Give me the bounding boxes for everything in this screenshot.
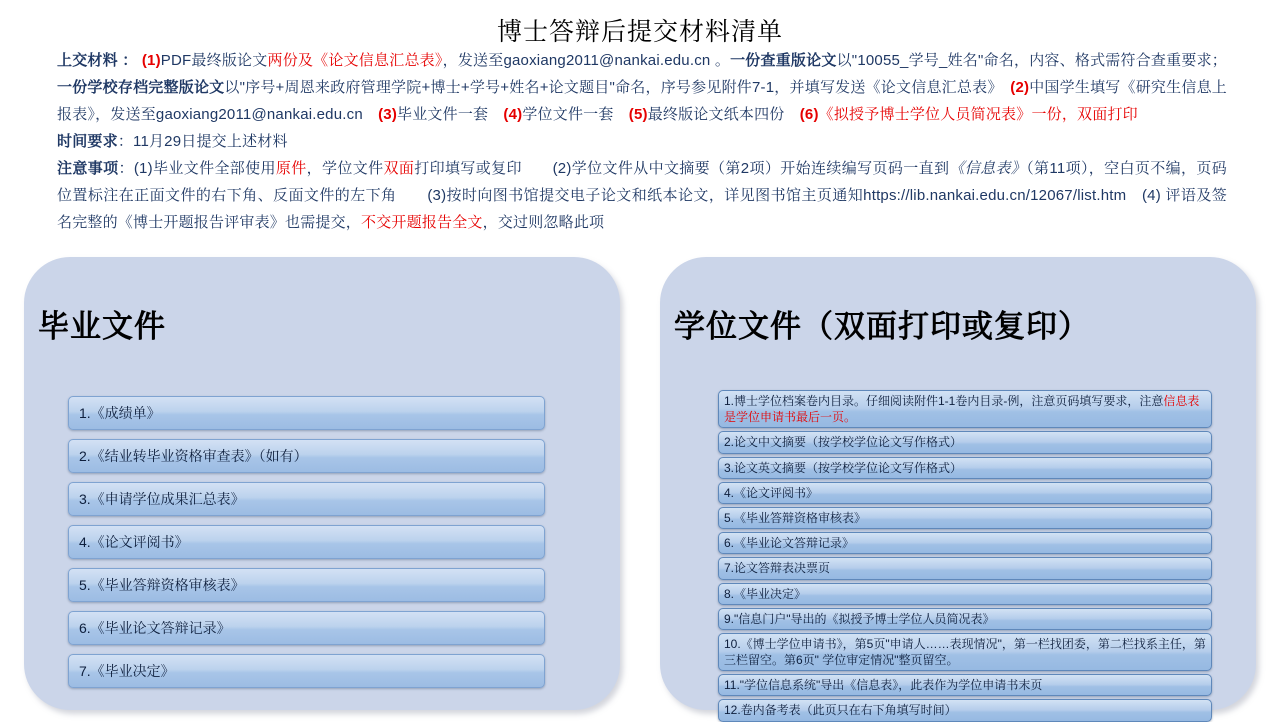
text-segment: 学位文件一套 xyxy=(522,106,629,123)
text-segment: 7.论文答辩表决票页 xyxy=(724,561,831,576)
text-segment: 8.《毕业决定》 xyxy=(724,586,807,601)
list-item-label xyxy=(724,560,830,576)
graduation-files-panel xyxy=(24,257,620,710)
list-item-label xyxy=(724,535,854,551)
text-segment: (3) xyxy=(378,106,398,123)
list-item-label xyxy=(724,611,995,627)
list-item xyxy=(68,611,545,645)
text-segment: ： xyxy=(117,52,142,69)
list-item-label xyxy=(79,489,245,509)
text-segment: ，学位文件 xyxy=(306,160,384,177)
text-segment: 9."信息门户"导出的《拟授予博士学位人员简况表》 xyxy=(724,611,995,626)
text-segment: 1.博士学位档案卷内目录。仔细阅读附件1-1卷内目录-例，注意页码填写要求，注意 xyxy=(724,394,1164,408)
info-paragraph-notes xyxy=(57,155,1227,236)
text-segment: 3.《申请学位成果汇总表》 xyxy=(79,491,245,507)
list-item-label xyxy=(724,702,957,718)
list-item xyxy=(718,390,1212,428)
text-segment: 注意事项 xyxy=(57,160,119,177)
text-segment: (6) xyxy=(799,106,819,123)
list-item-label xyxy=(724,460,962,476)
text-segment: (5) xyxy=(628,106,648,123)
list-item-label xyxy=(79,661,175,681)
list-item-label xyxy=(724,510,866,526)
list-item-label xyxy=(724,586,806,602)
list-item xyxy=(718,674,1212,696)
list-item-label xyxy=(724,677,1042,693)
list-item xyxy=(718,431,1212,453)
list-item-label xyxy=(724,485,818,501)
list-item-label xyxy=(79,403,161,423)
text-segment: 毕业文件一套 xyxy=(397,106,504,123)
text-segment: 最终版论文纸本四份 xyxy=(647,106,800,123)
text-segment: 不交开题报告全文 xyxy=(361,214,483,231)
text-segment: 2.论文中文摘要（按学校学位论文写作格式） xyxy=(724,435,963,450)
text-segment: 以"10055_学号_姓名"命名，内容、格式需符合查重要求； xyxy=(836,52,1227,69)
list-item xyxy=(718,583,1212,605)
text-segment: 《拟授予博士学位人员简况表》一份，双面打印 xyxy=(818,106,1138,123)
text-segment: 12.卷内备考表（此页只在右下角填写时间） xyxy=(724,703,957,718)
list-item xyxy=(68,654,545,688)
text-segment: 10.《博士学位申请书》，第5页"申请人……表现情况"，第一栏找团委，第二栏找系主任，第三栏留空。第6页" 学位审定情况"整页留空。 xyxy=(724,636,1206,668)
text-segment: 2.《结业转毕业资格审查表》（如有） xyxy=(79,448,308,464)
list-item xyxy=(718,507,1212,529)
list-item xyxy=(718,482,1212,504)
list-item-label xyxy=(79,618,231,638)
text-segment: 一份学校存档完整版论文 xyxy=(57,79,225,96)
text-segment: PDF最终版论文 xyxy=(160,52,268,69)
list-item xyxy=(68,568,545,602)
list-item xyxy=(68,482,545,516)
text-segment: 双面 xyxy=(383,160,415,177)
text-segment: ，发送至gaoxiang2011@nankai.edu.cn 。 xyxy=(442,52,731,69)
list-item-label xyxy=(79,575,245,595)
list-item xyxy=(718,608,1212,630)
text-segment: 打印填写或复印 (2)学位文件从中文摘要（第2项）开始连续编写页码一直到 xyxy=(414,160,950,177)
list-item xyxy=(718,457,1212,479)
list-item xyxy=(718,633,1212,671)
info-paragraph-deadline xyxy=(57,128,1227,155)
text-segment: 《信息表》 xyxy=(949,160,1027,177)
text-segment: 原件 xyxy=(275,160,307,177)
degree-files-list xyxy=(718,390,1212,722)
text-segment: 6.《毕业论文答辩记录》 xyxy=(724,536,855,551)
text-segment: 信息表是学位申请书最后一页。 xyxy=(724,394,1200,425)
text-segment: ，交过则忽略此项 xyxy=(482,214,605,231)
text-segment: 4.《论文评阅书》 xyxy=(724,485,819,500)
text-segment: 5.《毕业答辩资格审核表》 xyxy=(79,577,245,593)
list-item xyxy=(68,525,545,559)
text-segment: 以"序号+周恩来政府管理学院+博士+学号+姓名+论文题目"命名，序号参见附件7-1，并填写发送《论文信息汇总表》 xyxy=(224,79,1011,96)
list-item xyxy=(68,396,545,430)
text-segment: 11."学位信息系统"导出《信息表》，此表作为学位申请书末页 xyxy=(724,678,1043,693)
info-block xyxy=(57,47,1227,236)
text-segment: 6.《毕业论文答辩记录》 xyxy=(79,620,231,636)
text-segment: 4.《论文评阅书》 xyxy=(79,534,189,550)
text-segment: 一份查重版论文 xyxy=(730,52,837,69)
text-segment: 5.《毕业答辩资格审核表》 xyxy=(724,510,867,525)
text-segment: 两份及《论文信息汇总表》 xyxy=(267,52,443,69)
page-title: 博士答辩后提交材料清单 xyxy=(496,18,783,46)
text-segment: (2) xyxy=(1010,79,1030,96)
list-item-label xyxy=(724,434,962,450)
text-segment: (4) xyxy=(503,106,523,123)
text-segment: 上交材料 xyxy=(57,52,118,69)
text-segment: 7.《毕业决定》 xyxy=(79,663,175,679)
graduation-files-list xyxy=(68,396,545,688)
text-segment: ：11月29日提交上述材料 xyxy=(117,133,288,150)
text-segment: 时间要求 xyxy=(57,133,118,150)
list-item xyxy=(718,557,1212,579)
text-segment: ：(1)毕业文件全部使用 xyxy=(118,160,276,177)
list-item-label xyxy=(724,636,1206,668)
list-item-label xyxy=(79,446,308,466)
list-item-label xyxy=(79,532,189,552)
degree-files-panel-title: 学位文件（双面打印或复印） xyxy=(674,309,1090,344)
text-segment: 中国学生填写《研究生信息上报表》，发送至gaoxiang2011@nankai.edu.cn xyxy=(57,79,1227,123)
text-segment: 3.论文英文摘要（按学校学位论文写作格式） xyxy=(724,460,963,475)
graduation-files-panel-title: 毕业文件 xyxy=(38,309,166,344)
text-segment: (1) xyxy=(141,52,161,69)
list-item xyxy=(718,699,1212,721)
list-item xyxy=(718,532,1212,554)
info-paragraph-materials xyxy=(57,47,1227,128)
degree-files-panel xyxy=(660,257,1256,718)
text-segment: 1.《成绩单》 xyxy=(79,405,161,421)
list-item xyxy=(68,439,545,473)
list-item-label xyxy=(724,393,1206,425)
text-segment: （第11项），空白页不编，页码位置标注在正面文件的右下角、反面文件的左下角 (3)按时向图书馆提交电子论文和纸本论文，详见图书馆主页通知https://lib.nankai.edu.cn/12067/list.htm (4) 评语及签名完整的《博士开题报告评审表》也需提交， xyxy=(57,160,1227,231)
